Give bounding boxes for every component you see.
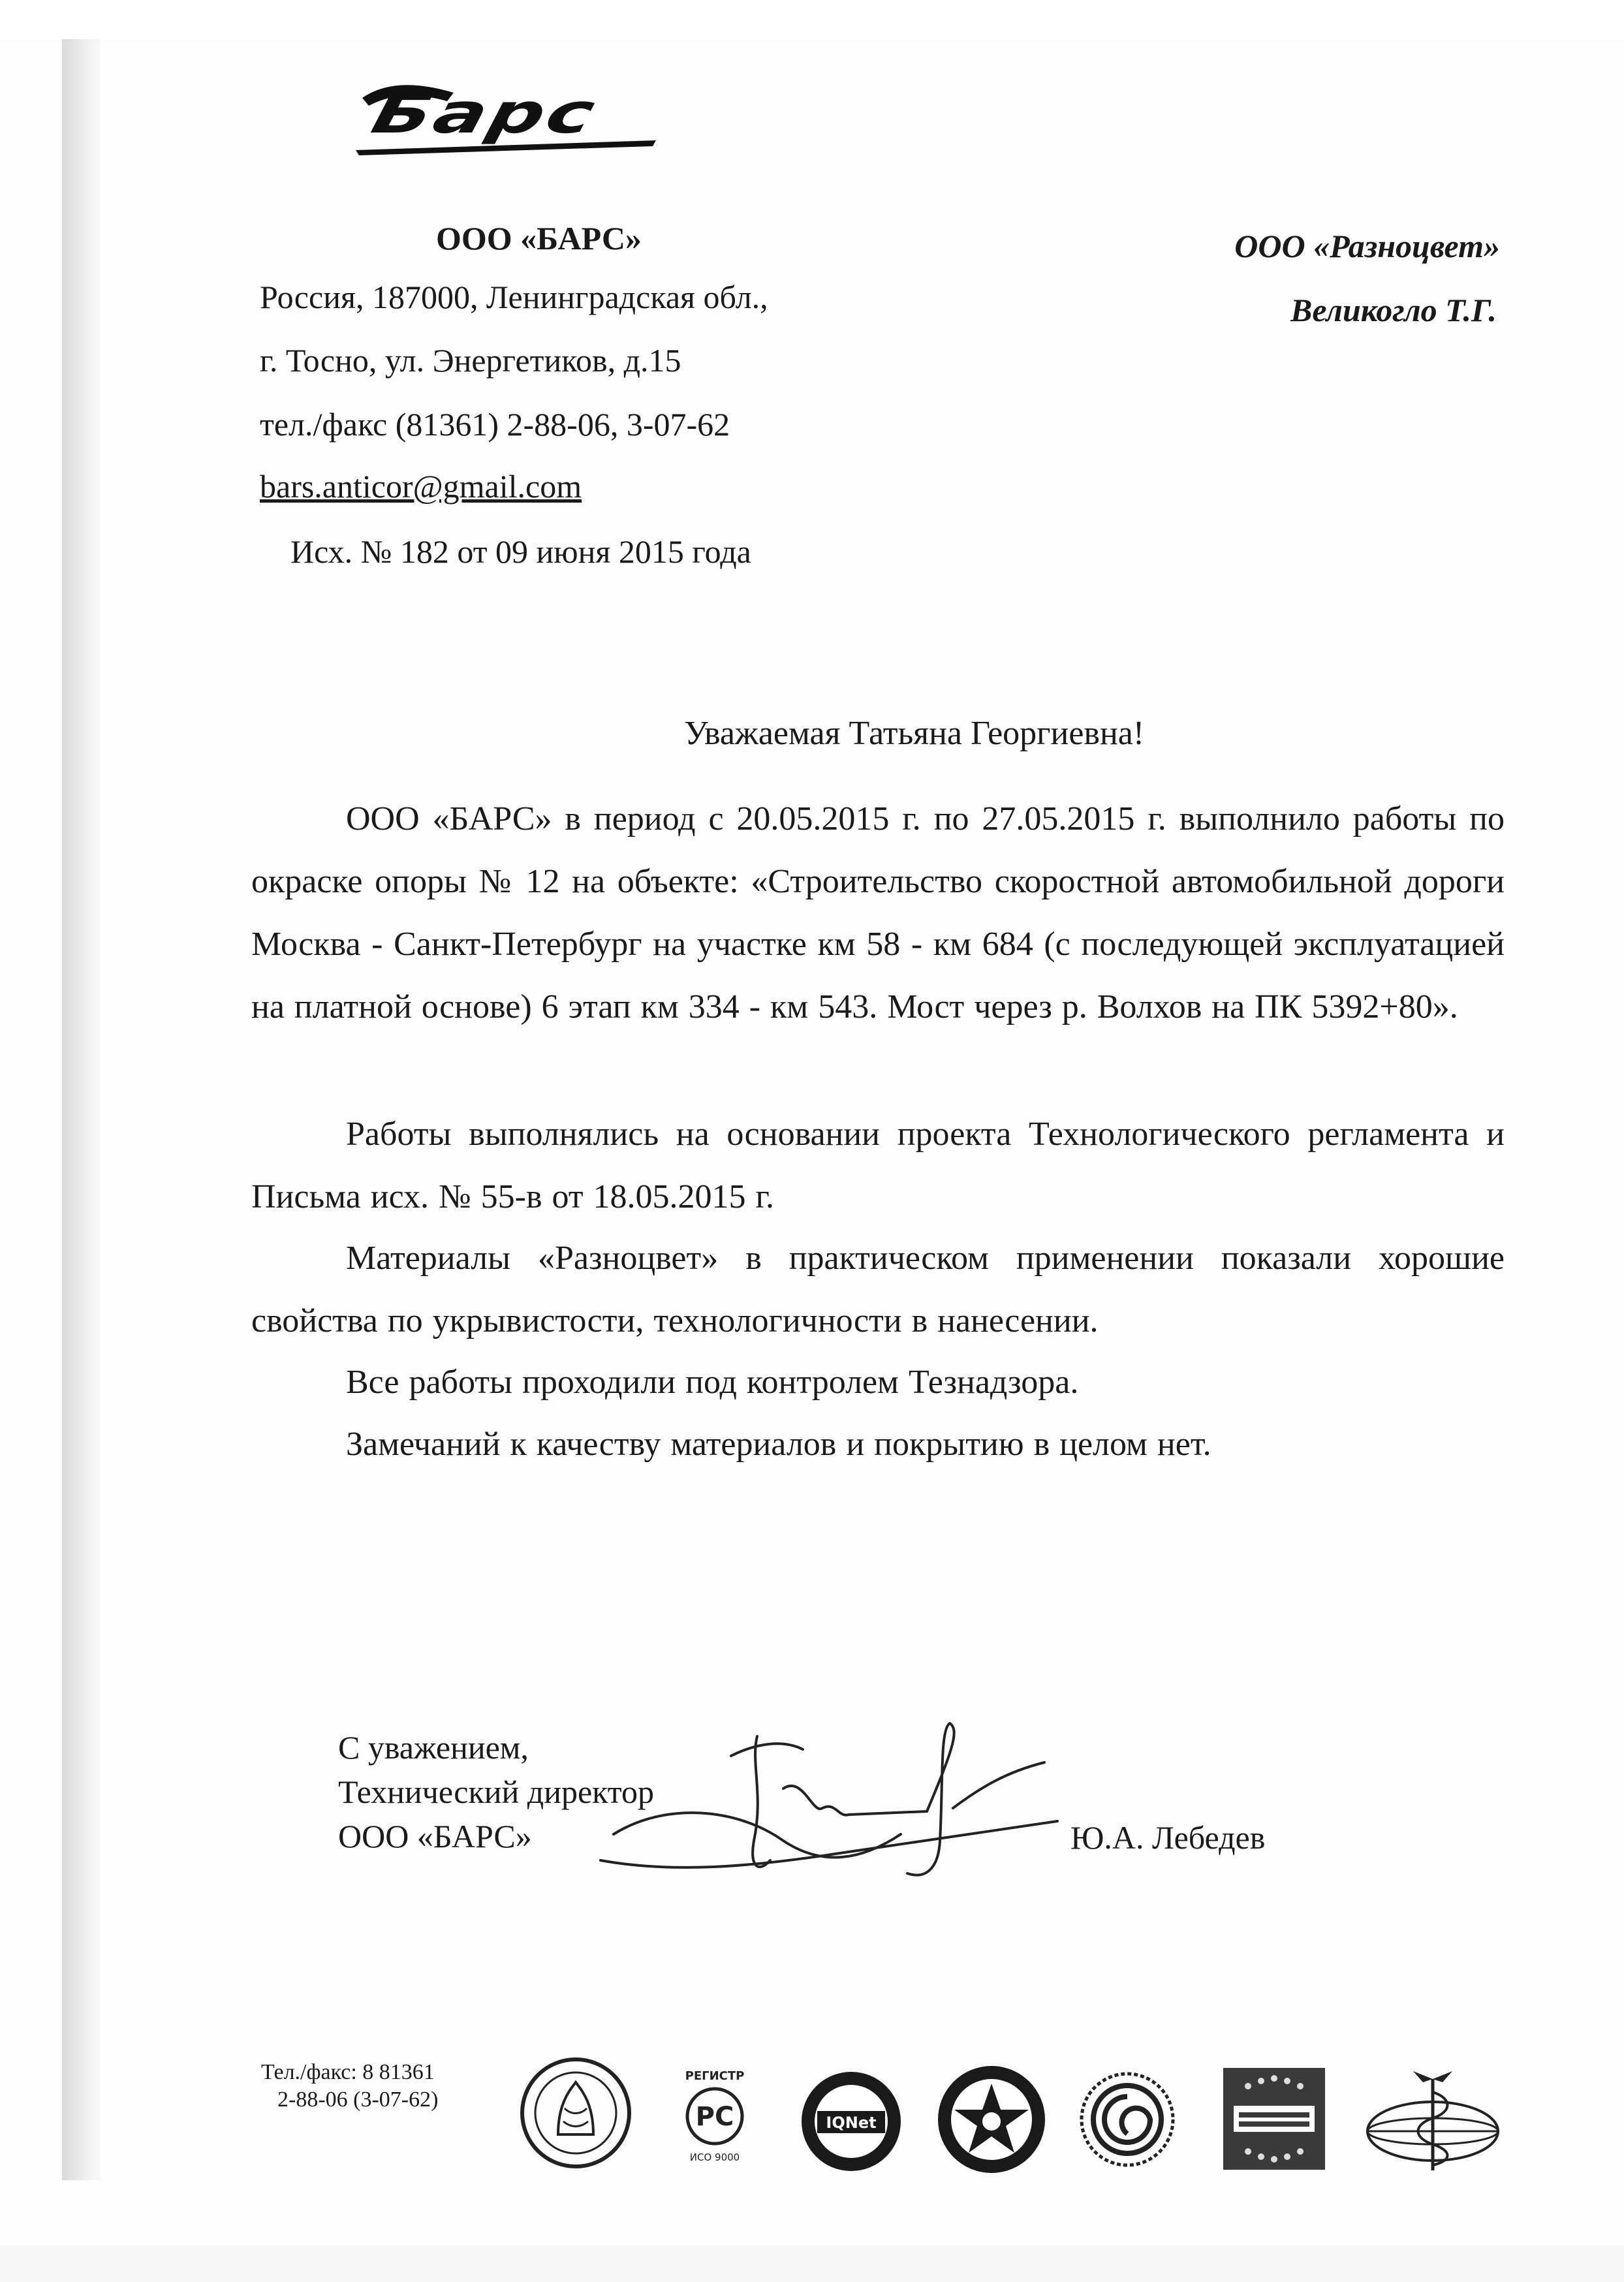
iqnet-text: IQNet (826, 2114, 877, 2132)
body-paragraph-5: Замечаний к качеству материалов и покрытию в целом нет. (346, 1426, 1211, 1463)
rst-registry-badge (659, 2063, 770, 2167)
handwritten-signature (587, 1710, 1084, 1906)
sender-company: ООО «БАРС» (436, 220, 642, 257)
rst-bottom-text: ИСО 9000 (689, 2151, 740, 2163)
body-paragraph-3: Материалы «Разноцвет» в практическом применении показали хорошие свойства по укрывистости, технологичности в нанесении. (251, 1240, 1505, 1339)
company-logo (356, 78, 663, 157)
sender-address-line2: г. Тосно, ул. Энергетиков, д.15 (260, 342, 681, 379)
salutation: Уважаемая Татьяна Георгиевна! (684, 715, 1145, 752)
spiral-emblem-badge (1078, 2071, 1176, 2168)
body-paragraph-2: Работы выполнялись на основании проекта Технологического регламента и Письма исх. № 55-в от 18.05.2015 г. (251, 1116, 1505, 1215)
rst-mark-text: РС (695, 2102, 734, 2132)
sender-phone: тел./факс (81361) 2-88-06, 3-07-62 (260, 406, 730, 443)
closing-regards: С уважением, (338, 1729, 529, 1766)
footer-phone-line1: Тел./факс: 8 81361 (261, 2060, 435, 2084)
square-emblem-badge (1222, 2067, 1326, 2171)
closing-company: ООО «БАРС» (338, 1818, 532, 1854)
rst-top-text: РЕГИСТР (685, 2069, 745, 2083)
body-paragraph-1: ООО «БАРС» в период с 20.05.2015 г. по 27.05.2015 г. выполнило работы по окраске опоры № 12 на объекте: «Строительство скоростной автомобильной дороги Москва - Санкт-Петербург на участке км 58 - км 684 (с последующей эксплуатацией на платной основе) 6 этап км 334 - км 543. Мост через р. Волхов на ПК 5392+80». (251, 800, 1505, 1025)
footer-phone-line2: 2-88-06 (3-07-62) (277, 2087, 439, 2112)
recipient-company: ООО «Разноцвет» (1234, 228, 1500, 264)
iqnet-badge (798, 2068, 905, 2176)
sender-email-link[interactable]: bars.anticor@gmail.com (260, 468, 582, 505)
caduceus-globe-badge (1361, 2066, 1524, 2174)
body-paragraph-4: Все работы проходили под контролем Тезнадзора. (346, 1364, 1079, 1401)
closing-position: Технический директор (338, 1774, 654, 1810)
certification-seal-badge (519, 2056, 633, 2170)
recipient-person: Великогло Т.Г. (1290, 292, 1497, 328)
logo-text: Барс (366, 81, 604, 146)
scan-margin-top (0, 0, 1624, 39)
sender-address-line1: Россия, 187000, Ленинградская обл., (260, 279, 768, 315)
scan-shadow-edge (62, 39, 101, 2180)
scan-margin-bottom (0, 2245, 1624, 2282)
outgoing-number: Исх. № 182 от 09 июня 2015 года (290, 533, 751, 570)
star-emblem-badge (935, 2063, 1049, 2177)
signer-name: Ю.А. Лебедев (1070, 1819, 1266, 1856)
